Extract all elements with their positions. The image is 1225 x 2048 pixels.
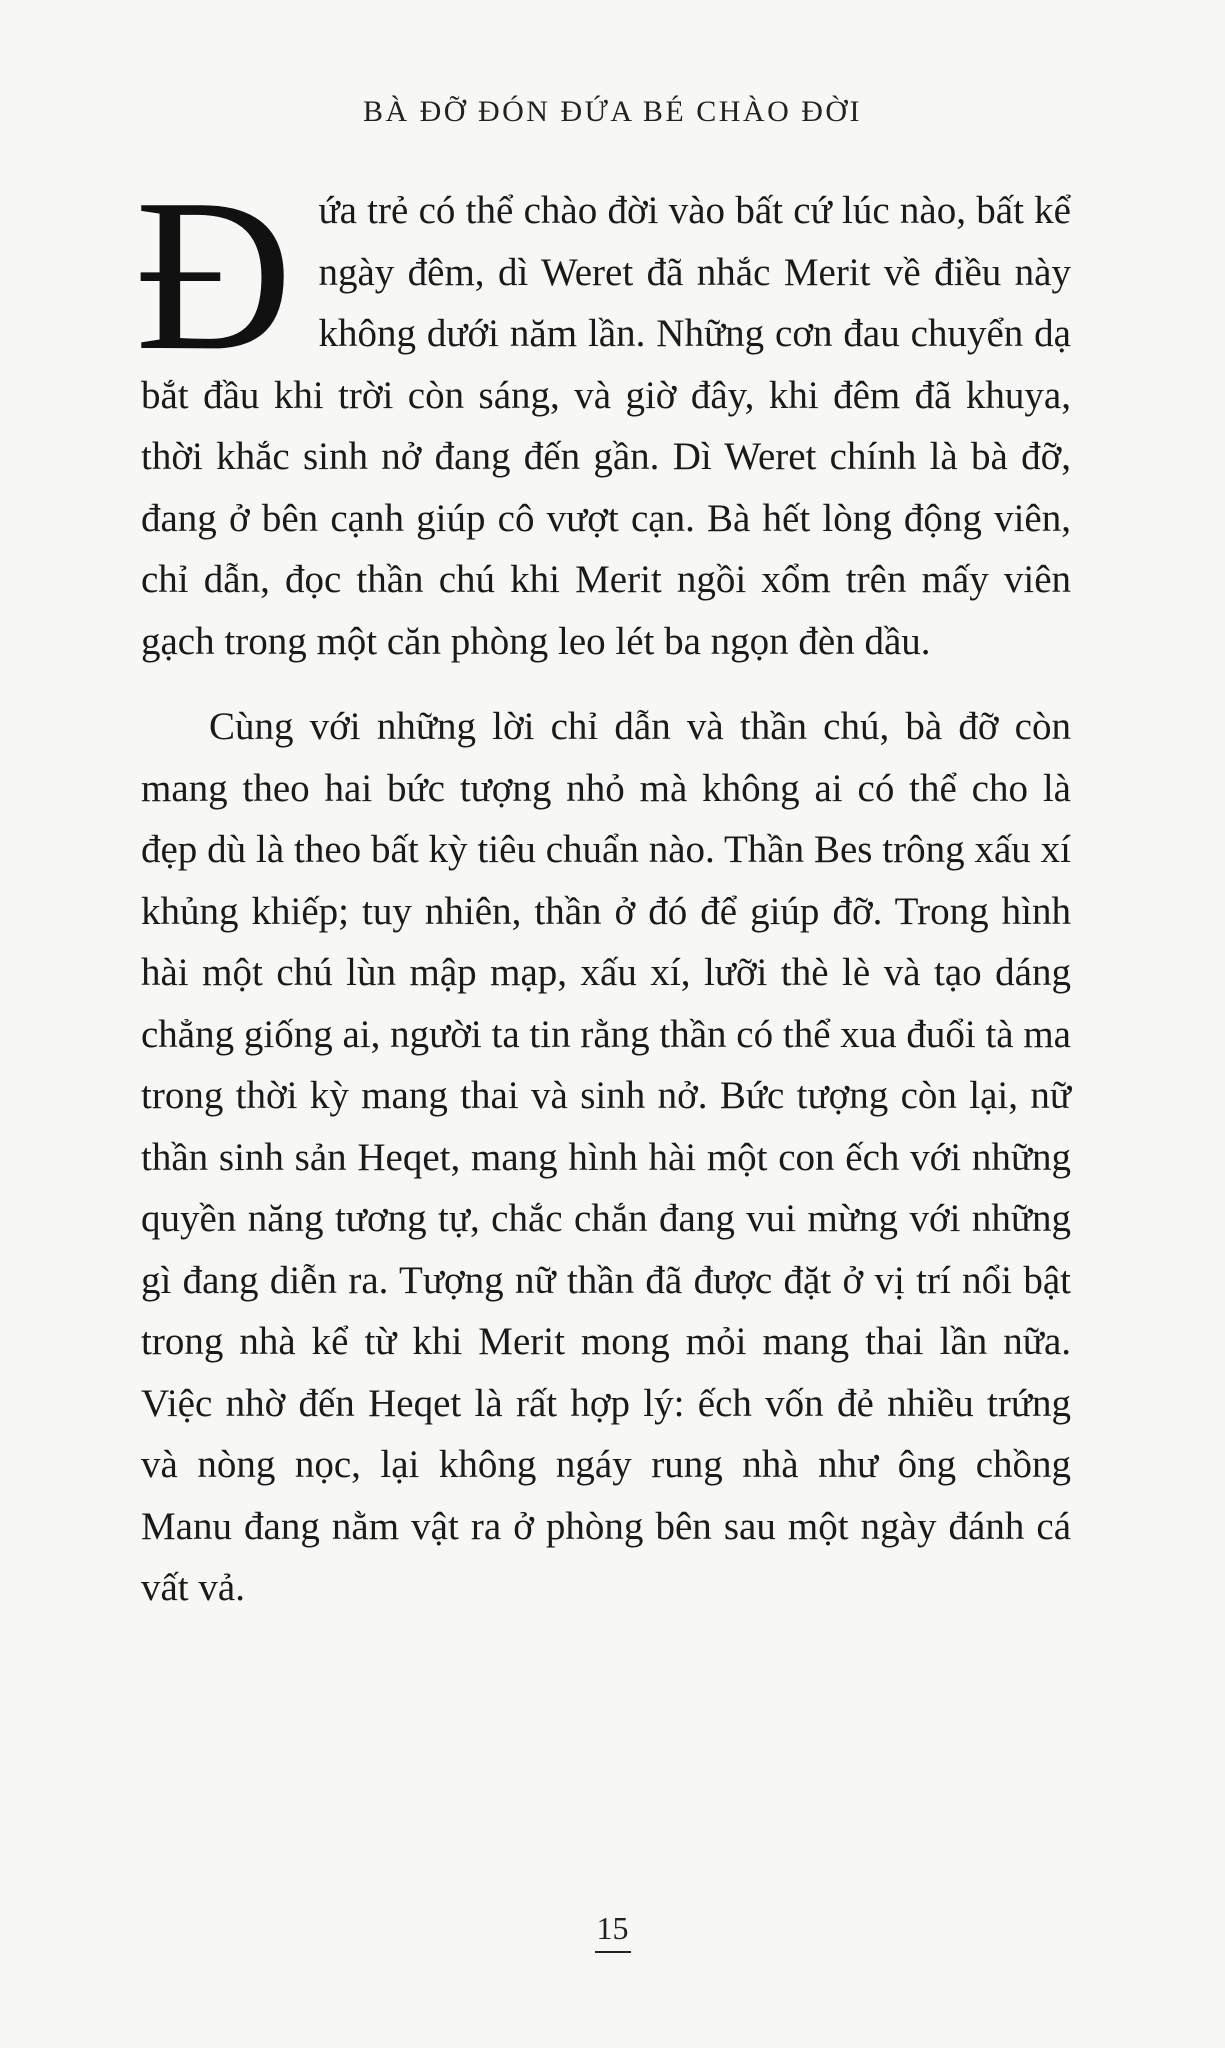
- drop-cap: Đ: [135, 155, 293, 396]
- running-head: BÀ ĐỠ ĐÓN ĐỨA BÉ CHÀO ĐỜI: [362, 95, 863, 128]
- paragraph-1: [135, 155, 1071, 672]
- body-text: [135, 155, 1071, 1619]
- paragraph-1-text: ứa trẻ có thể chào đời vào bất cứ lúc nào, bất kể ngày đêm, dì Weret đã nhắc Merit về điều này không dưới năm lần. Những cơn đau chuyển dạ bắt đầu khi trời còn sáng, và giờ đây, khi đêm đã khuya, thời khắc sinh nở đang đến gần. Dì Weret chính là bà đỡ, đang ở bên cạnh giúp cô vượt cạn. Bà hết lòng động viên, chỉ dẫn, đọc thần chú khi Merit ngồi xổm trên mấy viên gạch trong một căn phòng leo lét ba ngọn đèn dầu.: [141, 189, 1071, 663]
- page-number: 15: [595, 1910, 631, 1953]
- paragraph-2: Cùng với những lời chỉ dẫn và thần chú, bà đỡ còn mang theo hai bức tượng nhỏ mà không ai có thể cho là đẹp dù là theo bất kỳ tiêu chuẩn nào. Thần Bes trông xấu xí khủng khiếp; tuy nhiên, thần ở đó để giúp đỡ. Trong hình hài một chú lùn mập mạp, xấu xí, lưỡi thè lè và tạo dáng chẳng giống ai, người ta tin rằng thần có thể xua đuổi tà ma trong thời kỳ mang thai và sinh nở. Bức tượng còn lại, nữ thần sinh sản Heqet, mang hình hài một con ếch với những quyền năng tương tự, chắc chắn đang vui mừng với những gì đang diễn ra. Tượng nữ thần đã được đặt ở vị trí nổi bật trong nhà kể từ khi Merit mong mỏi mang thai lần nữa. Việc nhờ đến Heqet là rất hợp lý: ếch vốn đẻ nhiều trứng và nòng nọc, lại không ngáy rung nhà như ông chồng Manu đang nằm vật ra ở phòng bên sau một ngày đánh cá vất vả.: [141, 705, 1071, 1609]
- page-number-container: [0, 1910, 1225, 1953]
